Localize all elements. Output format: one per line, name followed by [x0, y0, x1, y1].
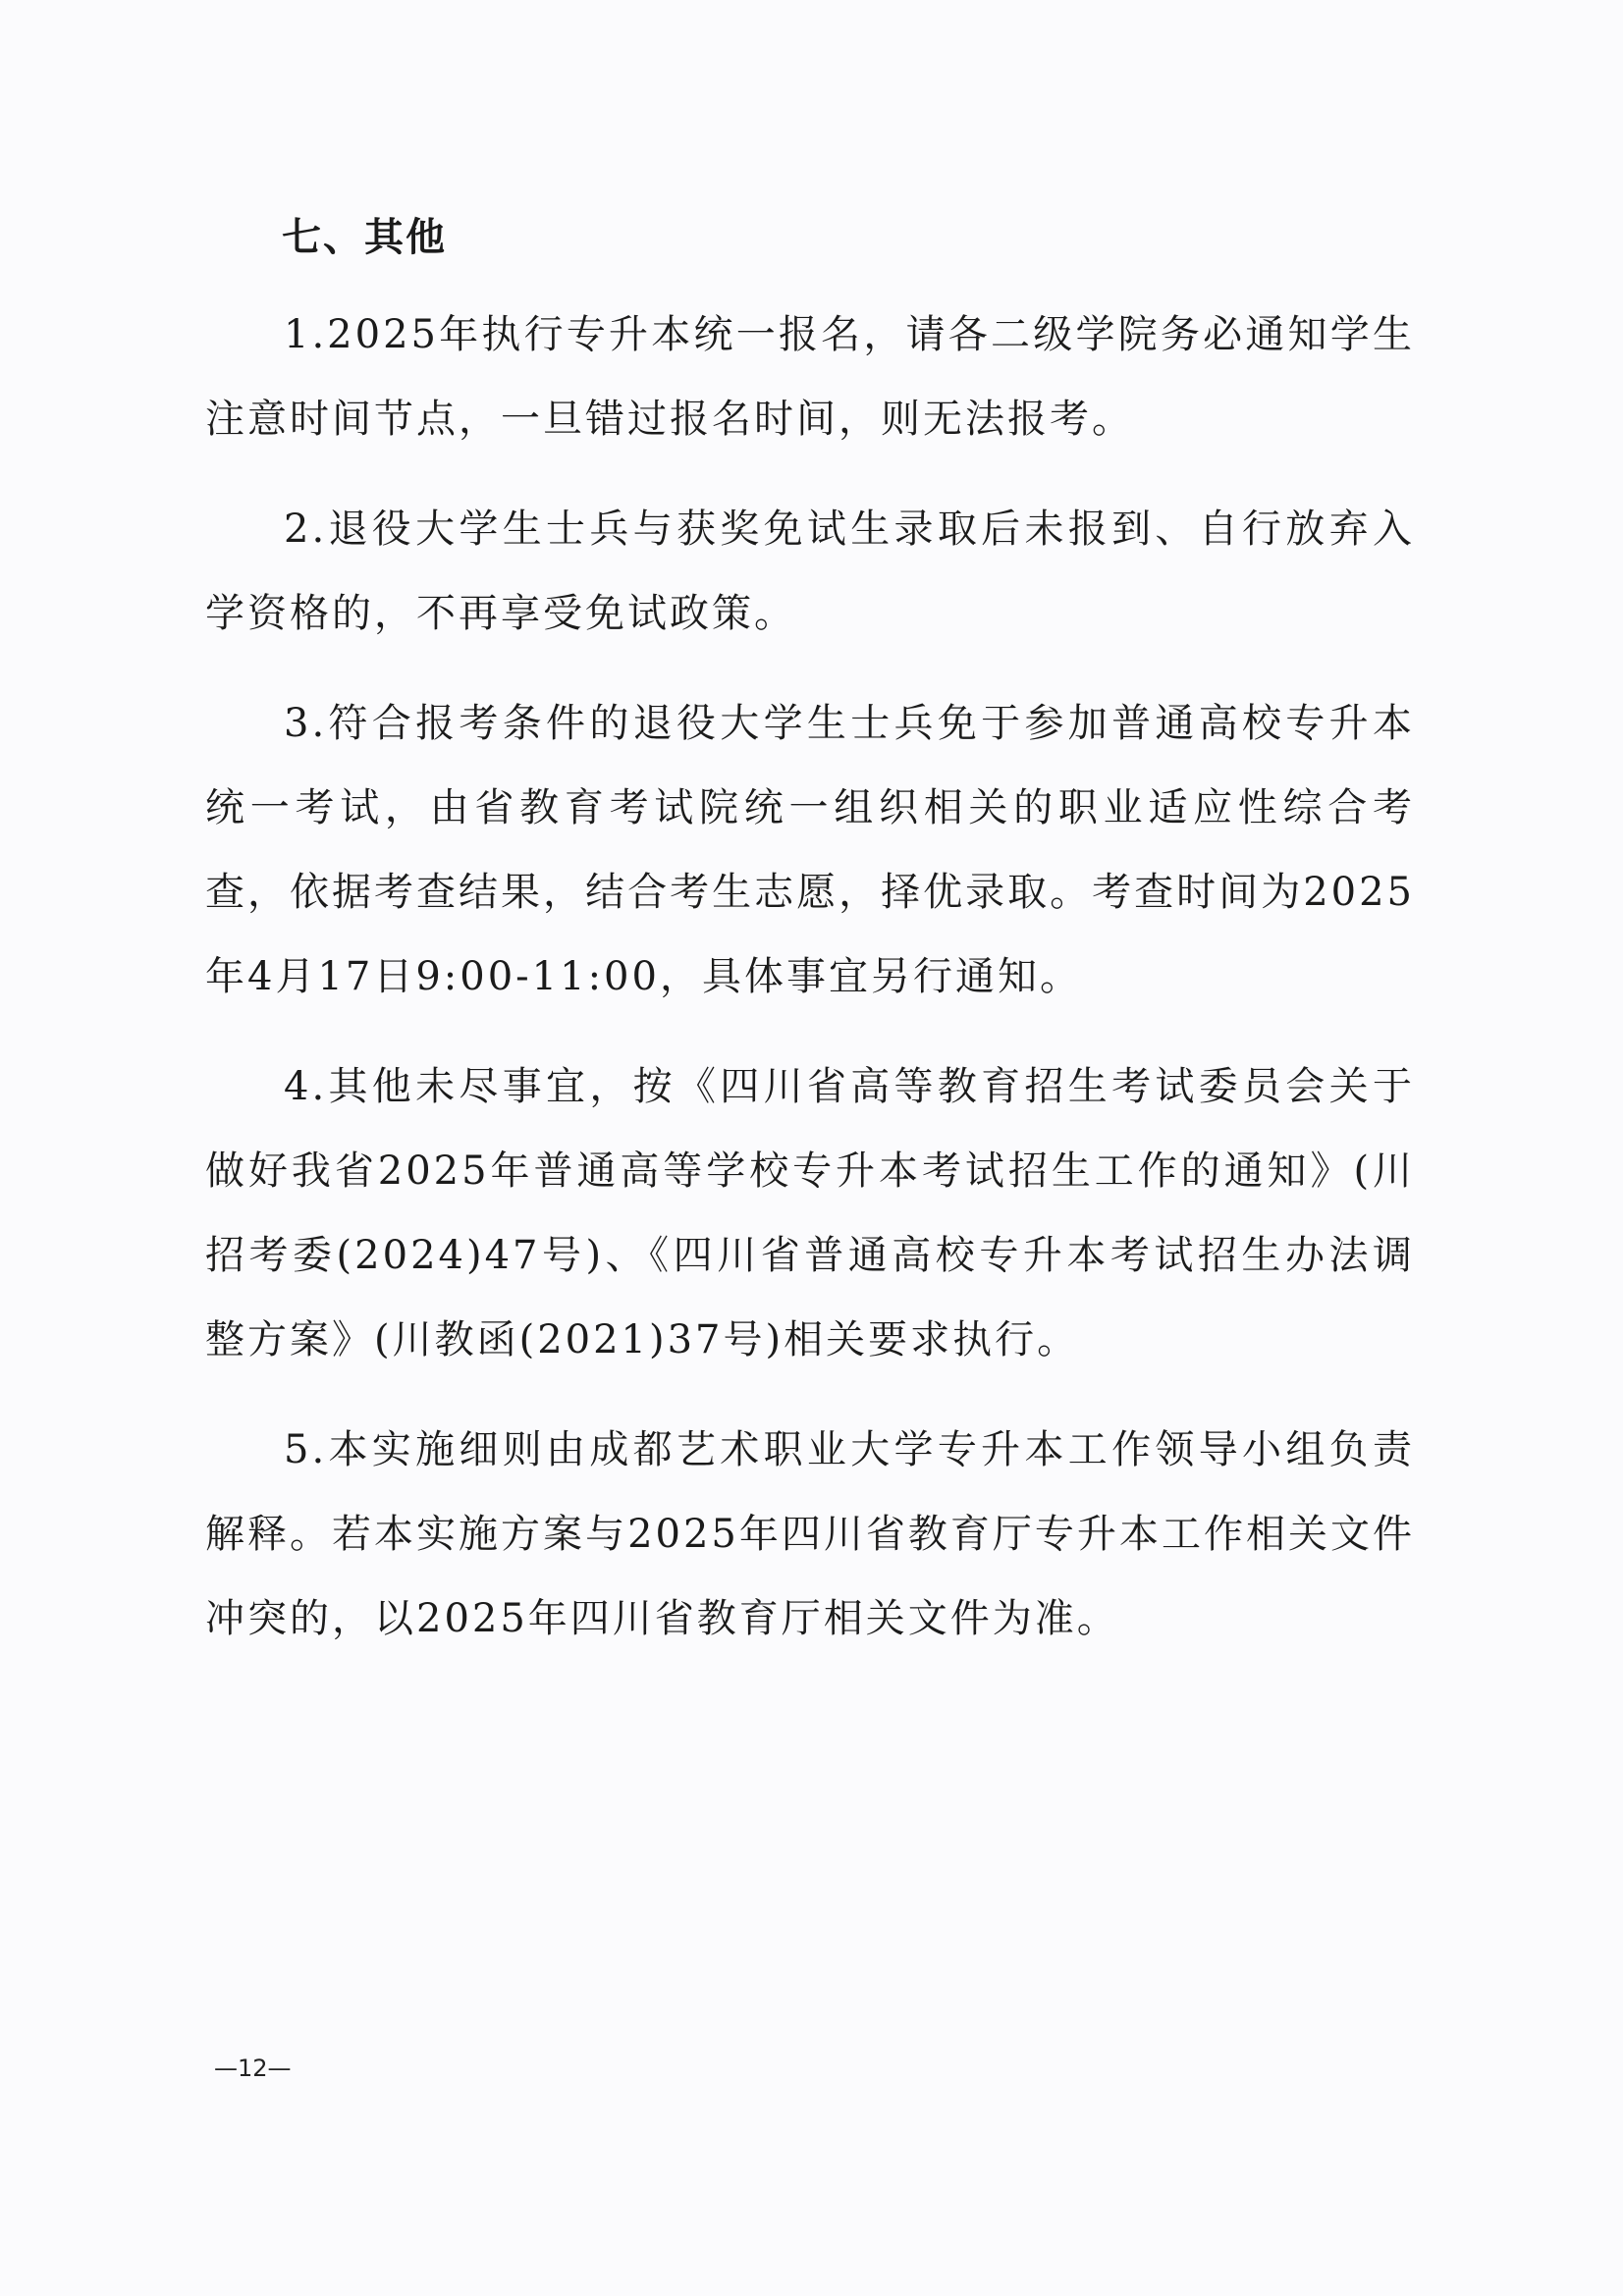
paragraph-list: [205, 293, 1415, 1661]
paragraph-item-2: 2.退役大学生士兵与获奖免试生录取后未报到、自行放弃入学资格的，不再享受免试政策。: [205, 507, 1415, 636]
section-heading: 七、其他: [282, 215, 447, 260]
paragraph-item-5: 5.本实施细则由成都艺术职业大学专升本工作领导小组负责解释。若本实施方案与2025年四川省教育厅专升本工作相关文件冲突的，以2025年四川省教育厅相关文件为准。: [205, 1427, 1415, 1641]
document-body: [205, 208, 1415, 1661]
paragraph-item-4: 4.其他未尽事宜，按《四川省高等教育招生考试委员会关于做好我省2025年普通高等学校专升本考试招生工作的通知》(川招考委(2024)47号)、《四川省普通高校专升本考试招生办法调整方案》(川教函(2021)37号)相关要求执行。: [205, 1064, 1415, 1362]
page-number: —12—: [214, 2055, 292, 2082]
paragraph-item-3: 3.符合报考条件的退役大学生士兵免于参加普通高校专升本统一考试，由省教育考试院统一组织相关的职业适应性综合考查，依据考查结果，结合考生志愿，择优录取。考查时间为2025年4月17日9:00-11:00，具体事宜另行通知。: [205, 701, 1415, 999]
paragraph-item-1: 1.2025年执行专升本统一报名，请各二级学院务必通知学生注意时间节点，一旦错过报名时间，则无法报考。: [205, 312, 1415, 442]
